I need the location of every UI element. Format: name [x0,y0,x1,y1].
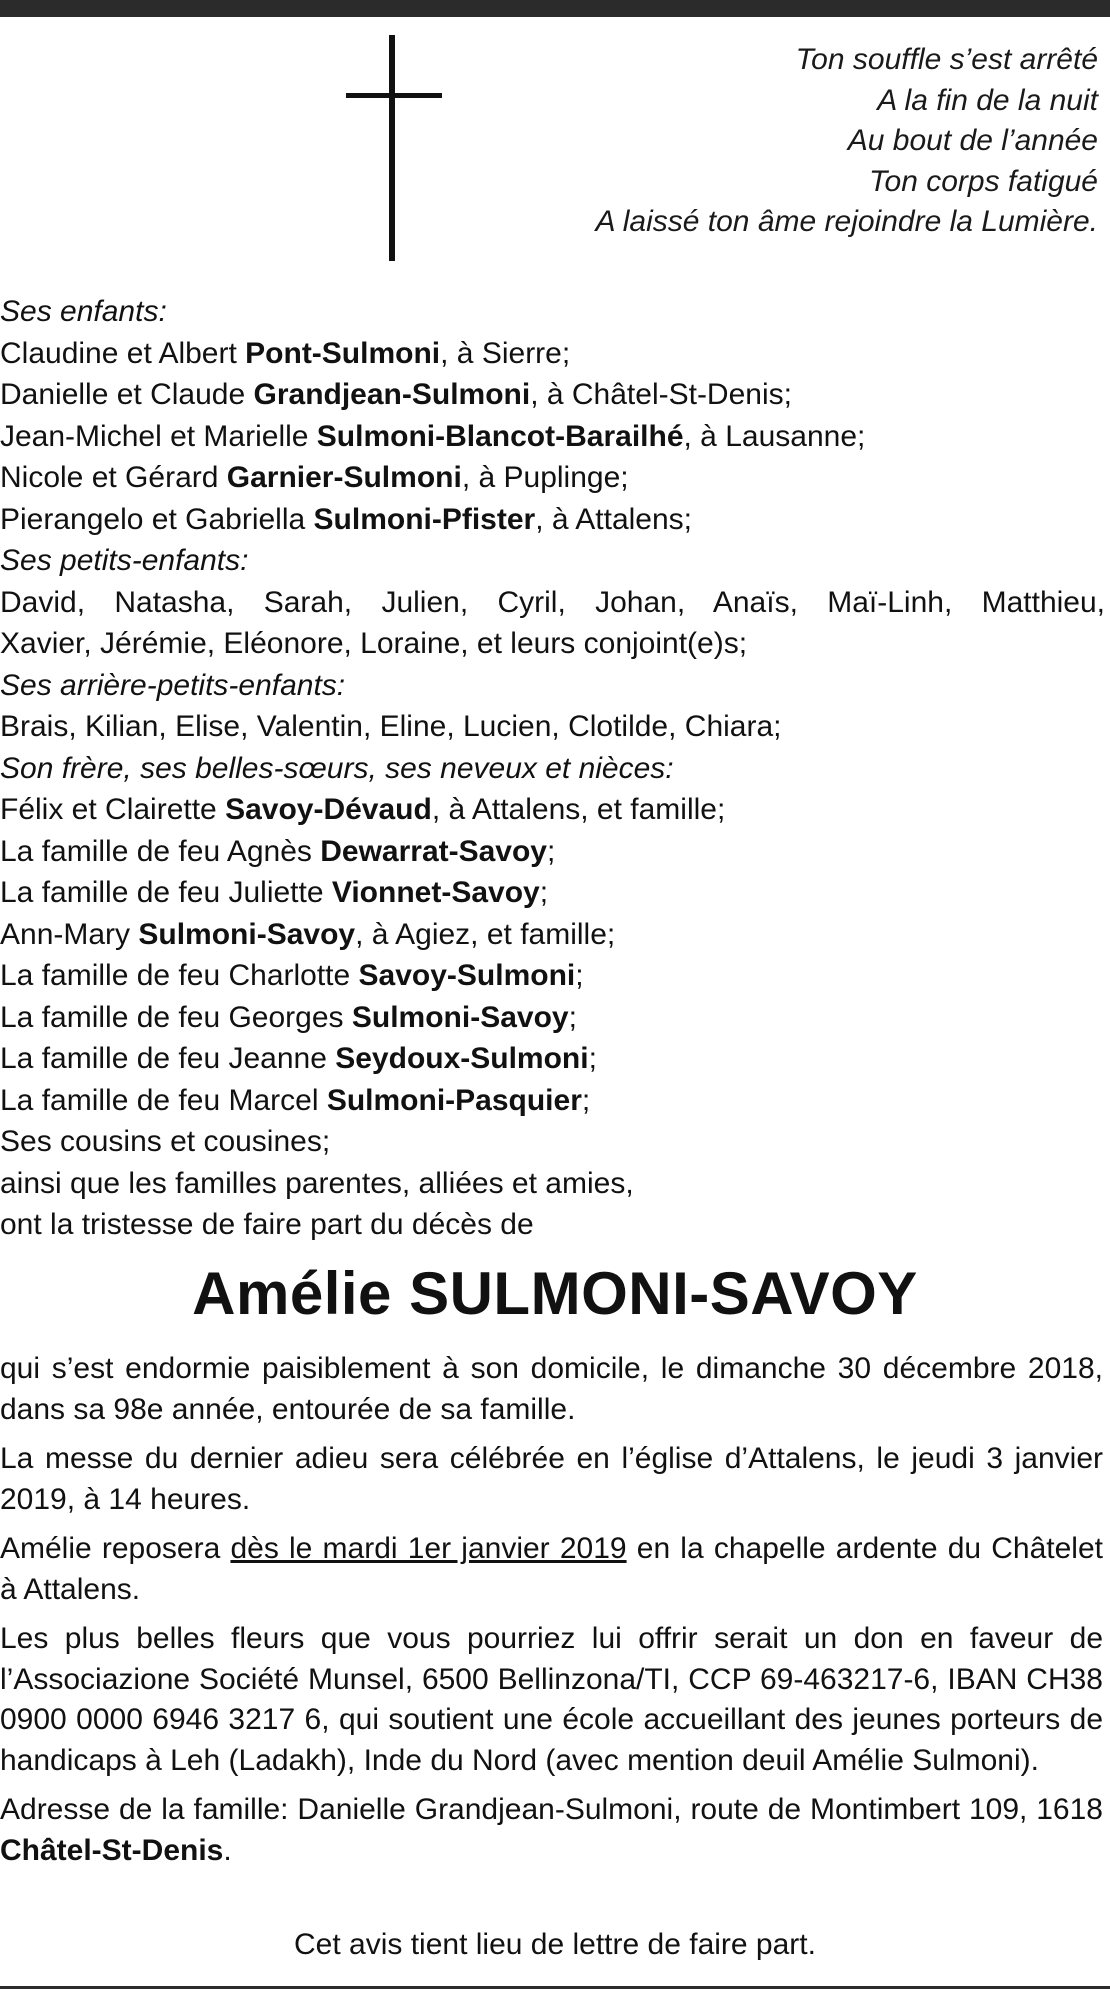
paragraph-text: en la chapelle ardente du Châtelet à Attalens. [0,1532,1103,1606]
poem-line: A la fin de la nuit [877,83,1098,117]
family-line-text: , à Attalens, et famille; [431,793,726,826]
family-line [0,416,1105,458]
address-town: Châtel-St-Denis [0,1833,224,1867]
family-line [0,831,1105,873]
family-line-text: Pierangelo et Gabriella [0,502,314,536]
section-heading-petits-enfants: Ses petits-enfants: [0,544,249,577]
family-name: Garnier-Sulmoni [226,461,462,494]
family-line-text: , à Sierre; [440,336,571,370]
cross-icon [389,35,395,261]
announcement-line: ont la tristesse de faire part du décès de [0,1208,534,1241]
family-list [0,291,1105,1246]
poem-line: Ton corps fatigué [868,164,1098,198]
arriere-petits-enfants-line: Brais, Kilian, Elise, Valentin, Eline, Lucien, Clotilde, Chiara; [0,710,782,743]
petits-enfants-line: Xavier, Jérémie, Eléonore, Loraine, et leurs conjoint(e)s; [0,627,748,660]
family-line-text: , à Agiez, et famille; [355,917,616,951]
family-line-text: , à Châtel-St-Denis; [530,378,792,411]
family-line [0,1080,1105,1122]
family-line-text: La famille de feu Juliette [0,876,332,909]
family-line-text: La famille de feu Charlotte [0,959,359,992]
paragraph-text: Adresse de la famille: Danielle Grandjean-Sulmoni, route de Montimbert 109, 1618 [0,1793,1103,1826]
paragraph-text: Amélie reposera [0,1532,231,1565]
family-name: Sulmoni-Pfister [313,502,536,536]
family-name: Savoy-Sulmoni [358,959,576,992]
family-line-text: La famille de feu Agnès [0,834,321,868]
family-line-text: ; [588,1042,597,1075]
family-name: Sulmoni-Pasquier [326,1083,582,1117]
family-line-text: , à Puplinge; [461,461,629,494]
section-heading-arriere-petits-enfants: Ses arrière-petits-enfants: [0,668,346,702]
family-line [0,1038,1105,1080]
cousins-line: Ses cousins et cousines; [0,1125,331,1158]
family-line-text: ; [539,876,549,909]
familles-line: ainsi que les familles parentes, alliées et amies, [0,1166,634,1200]
family-line-text: Nicole et Gérard [0,461,227,494]
family-line-text: ; [547,834,556,868]
family-line [0,997,1105,1039]
family-line-text: Danielle et Claude [0,378,254,411]
underlined-date: dès le mardi 1er janvier 2019 [230,1532,627,1565]
paragraph-address [0,1790,1103,1871]
section-heading-enfants: Ses enfants: [0,295,167,328]
family-line-text: La famille de feu Georges [0,1000,352,1034]
family-line-text: , à Lausanne; [683,419,866,453]
family-line-text: Félix et Clairette [0,793,226,826]
family-line [0,499,1105,541]
family-line [0,374,1105,416]
family-line-text: , à Attalens; [535,502,693,536]
section-heading-frere: Son frère, ses belles-sœurs, ses neveux et nièces: [0,751,674,785]
family-name: Sulmoni-Blancot-Barailhé [316,419,684,453]
family-name: Seydoux-Sulmoni [335,1042,589,1075]
top-border [0,0,1110,17]
poem-line: Ton souffle s’est arrêté [795,43,1098,76]
family-line-text: Jean-Michel et Marielle [0,419,317,453]
poem-line: A laissé ton âme rejoindre la Lumière. [595,205,1098,238]
family-line-text: ; [568,1000,577,1034]
family-line-text: ; [581,1083,591,1117]
paragraph-mass: La messe du dernier adieu sera célébrée en l’église d’Attalens, le jeudi 3 janvier 2019, à 14 heures. [0,1442,1103,1516]
paragraph-donation: Les plus belles fleurs que vous pourriez lui offrir serait un don en faveur de l’Associazione Société Munsel, 6500 Bellinzona/TI, CCP 69-463217-6, IBAN CH38 0900 0000 6946 3217 6, qui soutient une école accueillant des jeunes porteurs de handicaps à Leh (Ladakh), Inde du Nord (avec mention deuil Amélie Sulmoni). [0,1622,1103,1777]
petits-enfants-line: David, Natasha, Sarah, Julien, Cyril, Johan, Anaïs, Maï-Linh, Matthieu, [0,585,1105,619]
family-line-text: La famille de feu Jeanne [0,1042,336,1075]
family-line-text: Claudine et Albert [0,336,246,370]
family-name: Pont-Sulmoni [245,336,441,370]
family-line-text: Ann-Mary [0,917,139,951]
closing-line: Cet avis tient lieu de lettre de faire part. [294,1928,816,1961]
poem-line: Au bout de l’année [847,124,1098,157]
notice-body [0,1349,1103,1880]
family-name: Dewarrat-Savoy [320,834,547,868]
family-name: Grandjean-Sulmoni [253,378,531,411]
family-line [0,457,1105,499]
family-line [0,872,1105,914]
family-name: Sulmoni-Savoy [138,917,356,951]
poem [398,40,1098,243]
deceased-name: Amélie SULMONI-SAVOY [192,1260,918,1327]
family-name: Sulmoni-Savoy [351,1000,569,1034]
family-name: Savoy-Dévaud [225,793,432,826]
bottom-border [0,1986,1110,1989]
family-line [0,789,1105,831]
paragraph-text: . [223,1833,232,1867]
paragraph-viewing [0,1529,1103,1610]
family-line [0,914,1105,956]
family-line-text: ; [575,959,584,992]
paragraph-death: qui s’est endormie paisiblement à son domicile, le dimanche 30 décembre 2018, dans sa 98e année, entourée de sa famille. [0,1352,1103,1426]
family-name: Vionnet-Savoy [331,876,540,909]
family-line-text: La famille de feu Marcel [0,1083,327,1117]
family-line [0,333,1105,375]
family-line [0,955,1105,997]
